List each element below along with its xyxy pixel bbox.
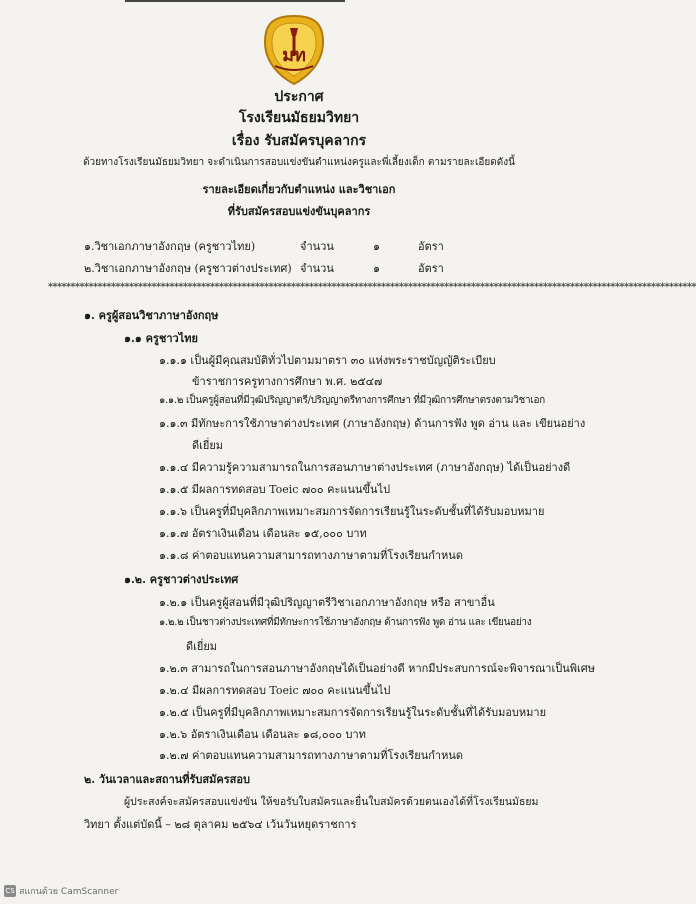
- requirement-item: ๑.๑.๓ มีทักษะการใช้ภาษาต่างประเทศ (ภาษาอังกฤษ) ด้านการฟัง พูด อ่าน และ เขียนอย่าง: [159, 417, 586, 430]
- svg-text:มท: มท: [282, 45, 306, 66]
- asterisk-separator: ************************************************************************************************************************************************: [48, 282, 696, 293]
- position-unit: อัตรา: [418, 240, 444, 253]
- thai-teacher-heading: ๑.๑ ครูชาวไทย: [124, 332, 198, 345]
- requirement-item: ๑.๒.๓ สามารถในการสอนภาษาอังกฤษได้เป็นอย่างดี หากมีประสบการณ์จะพิจารณาเป็นพิเศษ: [159, 662, 595, 675]
- requirement-item-cont: ข้าราชการครูทางการศึกษา พ.ศ. ๒๕๔๗: [192, 375, 383, 388]
- requirement-item-cont: ดีเยี่ยม: [186, 640, 218, 653]
- requirement-item: ๑.๒.๖ อัตราเงินเดือน เดือนละ ๑๘,๐๐๐ บาท: [159, 728, 366, 741]
- school-name: โรงเรียนมัธยมวิทยา: [238, 110, 360, 126]
- requirement-item: ๑.๑.๔ มีความรู้ความสามารถในการสอนภาษาต่างประเทศ (ภาษาอังกฤษ) ได้เป็นอย่างดี: [159, 461, 571, 474]
- requirement-item: ๑.๑.๖ เป็นครูที่มีบุคลิกภาพเหมาะสมการจัดการเรียนรู้ในระดับชั้นที่ได้รับมอบหมาย: [159, 505, 545, 518]
- section-2-heading: ๒. วันเวลาและสถานที่รับสมัครสอบ: [84, 773, 250, 786]
- camscanner-icon: CS: [5, 887, 15, 895]
- requirement-item: ๑.๑.๘ ค่าตอบแทนความสามารถทางภาษาตามที่โรงเรียนกำหนด: [159, 549, 463, 562]
- requirement-item: ๑.๑.๕ มีผลการทดสอบ Toeic ๗๐๐ คะแนนขึ้นไป: [159, 483, 391, 496]
- requirement-item: ๑.๒.๒ เป็นชาวต่างประเทศที่มีทักษะการใช้ภาษาอังกฤษ ด้านการฟัง พูด อ่าน และ เขียนอย่าง: [159, 617, 532, 628]
- requirement-item: ๑.๑.๗ อัตราเงินเดือน เดือนละ ๑๕,๐๐๐ บาท: [159, 527, 367, 540]
- section-1-heading: ๑. ครูผู้สอนวิชาภาษาอังกฤษ: [84, 309, 219, 322]
- intro-text: ด้วยทางโรงเรียนมัธยมวิทยา จะดำเนินการสอบแข่งขันตำแหน่งครูและพี่เลี้ยงเด็ก ตามรายละเอียดดังนี้: [83, 157, 515, 168]
- application-paragraph: ผู้ประสงค์จะสมัครสอบแข่งขัน ให้ขอรับใบสมัครและยื่นใบสมัครด้วยตนเองได้ที่โรงเรียนมัธยม: [124, 796, 539, 808]
- scanner-watermark-text: สแกนด้วย CamScanner: [19, 887, 119, 897]
- requirement-item: ๑.๒.๕ เป็นครูที่มีบุคลิกภาพเหมาะสมการจัดการเรียนรู้ในระดับชั้นที่ได้รับมอบหมาย: [159, 706, 547, 719]
- application-paragraph-cont: วิทยา ตั้งแต่บัดนี้ – ๒๘ ตุลาคม ๒๕๖๔ เว้นวันหยุดราชการ: [84, 818, 357, 831]
- detail-title-2: ที่รับสมัครสอบแข่งขันบุคลากร: [227, 205, 371, 218]
- requirement-item: ๑.๑.๑ เป็นผู้มีคุณสมบัติทั่วไปตามมาตรา ๓๐ แห่งพระราชบัญญัติระเบียบ: [159, 354, 496, 367]
- position-unit: อัตรา: [418, 262, 444, 275]
- requirement-item: ๑.๑.๒ เป็นครูผู้สอนที่มีวุฒิปริญญาตรี/ปริญญาตรีทางการศึกษา ที่มีวุฒิการศึกษาตรงตามวิชาเอก: [159, 395, 545, 406]
- detail-title-1: รายละเอียดเกี่ยวกับตำแหน่ง และวิชาเอก: [202, 183, 396, 196]
- top-edge-line: [125, 0, 345, 2]
- announcement-subject: เรื่อง รับสมัครบุคลากร: [231, 133, 367, 149]
- foreign-teacher-heading: ๑.๒. ครูชาวต่างประเทศ: [124, 573, 239, 586]
- position-count-label: จำนวน: [300, 240, 334, 253]
- school-logo: [259, 14, 329, 86]
- requirement-item-cont: ดีเยี่ยม: [192, 439, 224, 452]
- requirement-item: ๑.๒.๗ ค่าตอบแทนความสามารถทางภาษาตามที่โรงเรียนกำหนด: [159, 749, 464, 762]
- position-name: ๒.วิชาเอกภาษาอังกฤษ (ครูชาวต่างประเทศ): [84, 262, 292, 275]
- position-count: ๑: [373, 262, 380, 275]
- requirement-item: ๑.๒.๑ เป็นครูผู้สอนที่มีวุฒิปริญญาตรีวิชาเอกภาษาอังกฤษ หรือ สาขาอื่น: [159, 596, 495, 609]
- scanner-watermark: [4, 884, 118, 898]
- position-count: ๑: [373, 240, 380, 253]
- position-count-label: จำนวน: [300, 262, 334, 275]
- position-name: ๑.วิชาเอกภาษาอังกฤษ (ครูชาวไทย): [84, 240, 256, 253]
- requirement-item: ๑.๒.๔ มีผลการทดสอบ Toeic ๗๐๐ คะแนนขึ้นไป: [159, 684, 391, 697]
- announcement-title: ประกาศ: [274, 89, 324, 105]
